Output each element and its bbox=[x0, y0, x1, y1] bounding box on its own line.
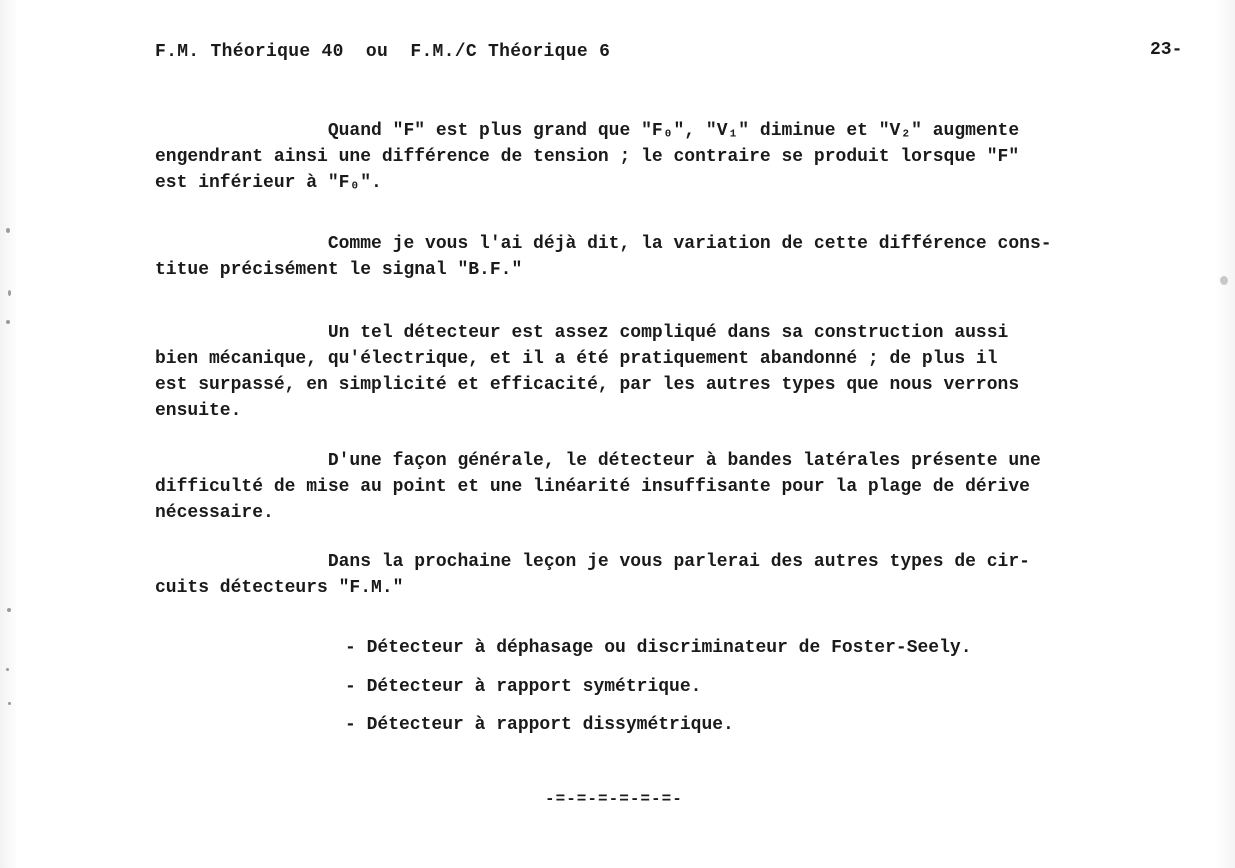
scan-speck bbox=[7, 608, 11, 612]
text-line: bien mécanique, qu'électrique, et il a été pratiquement abandonné ; de plus il bbox=[155, 349, 998, 369]
text-line: Dans la prochaine leçon je vous parlerai des autres types de cir- bbox=[155, 552, 1030, 572]
text-line: cuits détecteurs "F.M." bbox=[155, 578, 404, 598]
page-number: 23- bbox=[1150, 40, 1183, 60]
text-line: Un tel détecteur est assez compliqué dans sa construction aussi bbox=[155, 323, 1009, 343]
paragraph-3 bbox=[155, 320, 1200, 424]
scan-speck bbox=[6, 228, 10, 233]
document-header-title: F.M. Théorique 40 ou F.M./C Théorique 6 bbox=[155, 42, 611, 62]
text-line: ensuite. bbox=[155, 401, 242, 421]
paragraph-2 bbox=[155, 231, 1200, 283]
scan-speck bbox=[8, 290, 11, 296]
scan-speck bbox=[6, 320, 10, 324]
text-line: est inférieur à "F₀". bbox=[155, 173, 382, 193]
text-line: nécessaire. bbox=[155, 503, 274, 523]
list-item-foster-seely: - Détecteur à déphasage ou discriminateur de Foster-Seely. bbox=[345, 638, 972, 658]
text-line: engendrant ainsi une différence de tension ; le contraire se produit lorsque "F" bbox=[155, 147, 1020, 167]
list-item-ratio-symmetric: - Détecteur à rapport symétrique. bbox=[345, 677, 702, 697]
scan-speck bbox=[1220, 276, 1228, 285]
text-line: Quand "F" est plus grand que "F₀", "V₁" diminue et "V₂" augmente bbox=[155, 121, 1020, 141]
text-line: D'une façon générale, le détecteur à bandes latérales présente une bbox=[155, 451, 1041, 471]
text-line: est surpassé, en simplicité et efficacité, par les autres types que nous verrons bbox=[155, 375, 1020, 395]
scan-speck bbox=[6, 668, 9, 671]
closing-separator: -=-=-=-=-=-=- bbox=[545, 790, 683, 808]
paragraph-5 bbox=[155, 549, 1200, 601]
paragraph-1 bbox=[155, 118, 1200, 196]
scan-speck bbox=[8, 702, 11, 705]
paragraph-4 bbox=[155, 448, 1200, 526]
list-item-ratio-asymmetric: - Détecteur à rapport dissymétrique. bbox=[345, 715, 734, 735]
text-line: titue précisément le signal "B.F." bbox=[155, 260, 523, 280]
text-line: difficulté de mise au point et une linéarité insuffisante pour la plage de dérive bbox=[155, 477, 1030, 497]
text-line: Comme je vous l'ai déjà dit, la variation de cette différence cons- bbox=[155, 234, 1052, 254]
